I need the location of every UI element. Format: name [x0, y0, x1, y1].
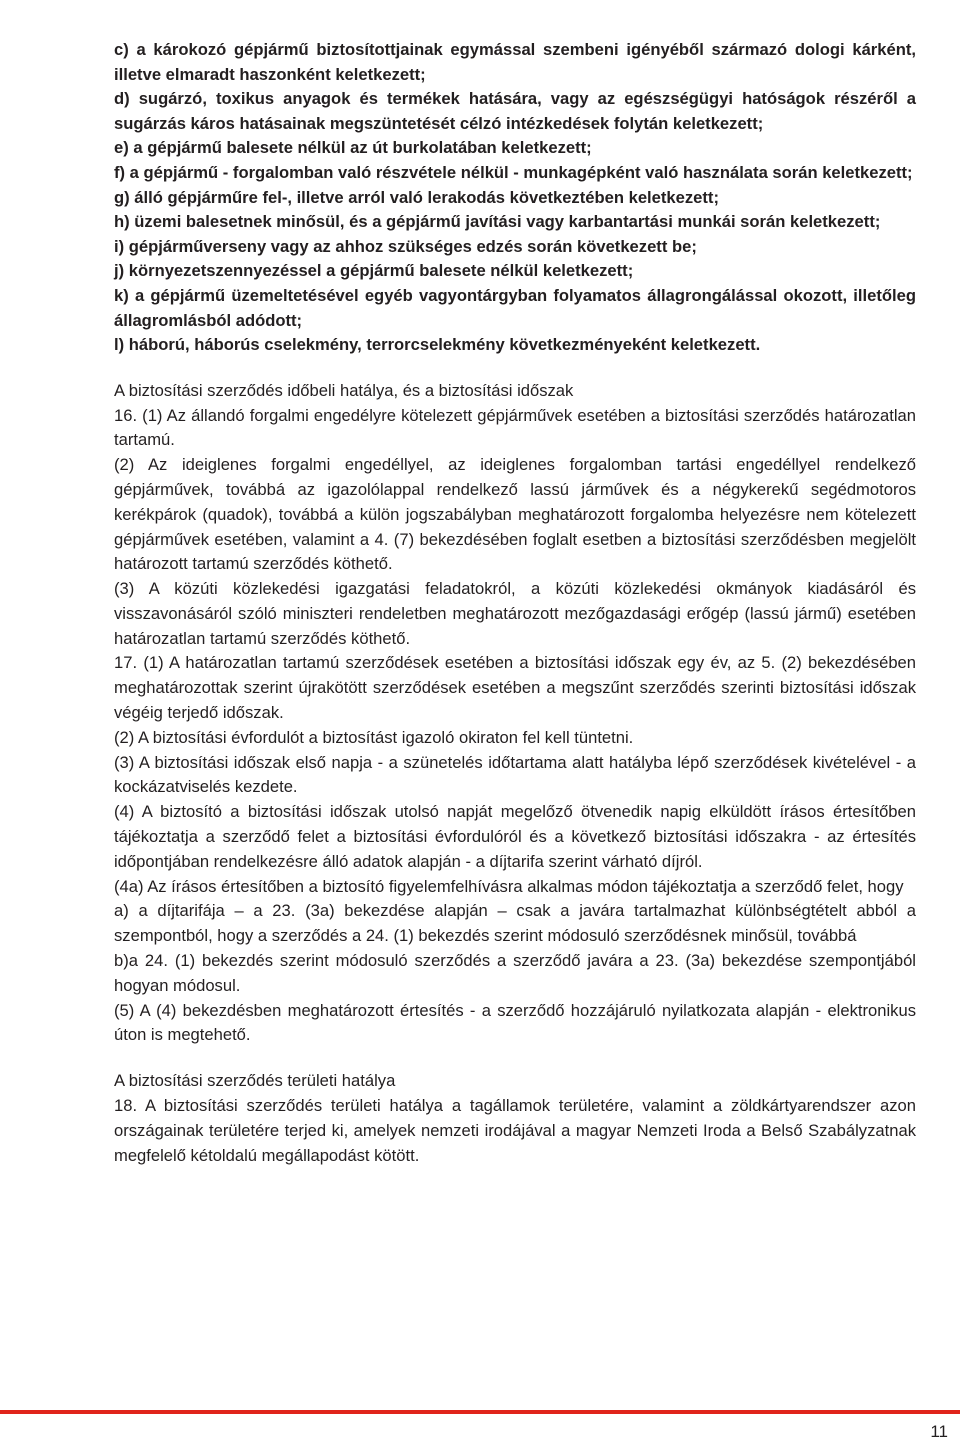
section-title: A biztosítási szerződés időbeli hatálya, és a biztosítási időszak: [114, 380, 574, 400]
paragraph: 16. (1) Az állandó forgalmi engedélyre kötelezett gépjárművek esetében a biztosítási szerződés határozatlan tartamú.: [114, 405, 916, 450]
paragraph: (2) Az ideiglenes forgalmi engedéllyel, az ideiglenes forgalomban tartási engedéllyel rendelkező gépjárművek, továbbá az igazolólappal rendelkező lassú járművek és a négykerekű segédmotoros kerékpárok (quadok), továbbá a külön jogszabályban meghatározott forgalomba helyezésre nem kötelezett gépjárművek esetében, valamint a 4. (7) bekezdésében foglalt esetben a biztosítási szerződésben megjelölt határozott tartamú szerződés köthető.: [114, 455, 916, 574]
list-item: k) a gépjármű üzemeltetésével egyéb vagyontárgyban folyamatos állagrongálással okozott, illetőleg állagromlásból adódott;: [114, 285, 916, 330]
section-time-scope: [114, 379, 916, 1049]
list-item: i) gépjárműverseny vagy az ahhoz szükséges edzés során következett be;: [114, 236, 697, 256]
list-item: j) környezetszennyezéssel a gépjármű balesete nélkül keletkezett;: [114, 261, 634, 281]
list-item: l) háború, háborús cselekmény, terrorcselekmény következményeként keletkezett.: [114, 335, 761, 355]
footer-bar: [0, 1410, 960, 1414]
list-item: h) üzemi balesetnek minősül, és a gépjármű javítási vagy karbantartási munkái során keletkezett;: [114, 212, 881, 232]
paragraph: (5) A (4) bekezdésben meghatározott értesítés - a szerződő hozzájáruló nyilatkozata alapján - elektronikus úton is megtehető.: [114, 1000, 916, 1045]
paragraph: (3) A közúti közlekedési igazgatási feladatokról, a közúti közlekedési okmányok kiadásáról és visszavonásáról szóló miniszteri rendeletben meghatározott mezőgazdasági erőgép (lassú jármű) esetében határozatlan tartamú szerződés köthető.: [114, 579, 916, 648]
exclusion-list: [114, 38, 916, 358]
paragraph: a) a díjtarifája – a 23. (3a) bekezdése alapján – csak a javára tartalmazhat különbségtételt abból a szempontból, hogy a szerződés a 24. (1) bekezdés szerint módosuló szerződésnek minősül, továbbá: [114, 901, 916, 946]
paragraph: (4) A biztosító a biztosítási időszak utolsó napját megelőző ötvenedik napig elküldött írásos értesítőben tájékoztatja a szerződő felet a biztosítási évfordulóról és a következő biztosítási időszakra - az értesítés időpontjában rendelkezésre álló adatok alapján - a díjtarifa szerint várható díjról.: [114, 802, 916, 871]
page-number: 11: [930, 1422, 948, 1441]
section-title: A biztosítási szerződés területi hatálya: [114, 1071, 396, 1091]
document-body: [114, 38, 916, 1168]
section-territorial-scope: [114, 1069, 916, 1168]
paragraph: (2) A biztosítási évfordulót a biztosítást igazoló okiraton fel kell tüntetni.: [114, 727, 634, 747]
list-item: g) álló gépjárműre fel-, illetve arról való lerakodás következtében keletkezett;: [114, 187, 719, 207]
paragraph: b)a 24. (1) bekezdés szerint módosuló szerződés a szerződő javára a 23. (3a) bekezdése szempontjából hogyan módosul.: [114, 951, 916, 995]
paragraph: 17. (1) A határozatlan tartamú szerződések esetében a biztosítási időszak egy év, az 5. (2) bekezdésében meghatározottak szerint újrakötött szerződések esetében a megszűnt szerződés szerinti biztosítási időszak végéig terjedő időszak.: [114, 653, 916, 723]
list-item: e) a gépjármű balesete nélkül az út burkolatában keletkezett;: [114, 138, 592, 158]
paragraph: (3) A biztosítási időszak első napja - a szünetelés időtartama alatt hatályba lépő szerződések kivételével - a kockázatviselés kezdete.: [114, 752, 916, 797]
list-item: d) sugárzó, toxikus anyagok és termékek hatására, vagy az egészségügyi hatóságok részéről a sugárzás káros hatásainak megszüntetését célzó intézkedések folytán keletkezett;: [114, 89, 916, 133]
list-item: f) a gépjármű - forgalomban való részvétele nélkül - munkagépként való használata során keletkezett;: [114, 162, 913, 182]
list-item: c) a károkozó gépjármű biztosítottjainak egymással szembeni igényéből származó dologi kárként, illetve elmaradt haszonként keletkezett;: [114, 40, 916, 84]
paragraph: (4a) Az írásos értesítőben a biztosító figyelemfelhívásra alkalmas módon tájékoztatja a szerződő felet, hogy: [114, 876, 904, 896]
paragraph: 18. A biztosítási szerződés területi hatálya a tagállamok területére, valamint a zöldkártyarendszer azon országainak területére terjed ki, amelyek nemzeti irodájával a magyar Nemzeti Iroda a Belső Szabályzatnak megfelelő kétoldalú megállapodást kötött.: [114, 1096, 916, 1165]
